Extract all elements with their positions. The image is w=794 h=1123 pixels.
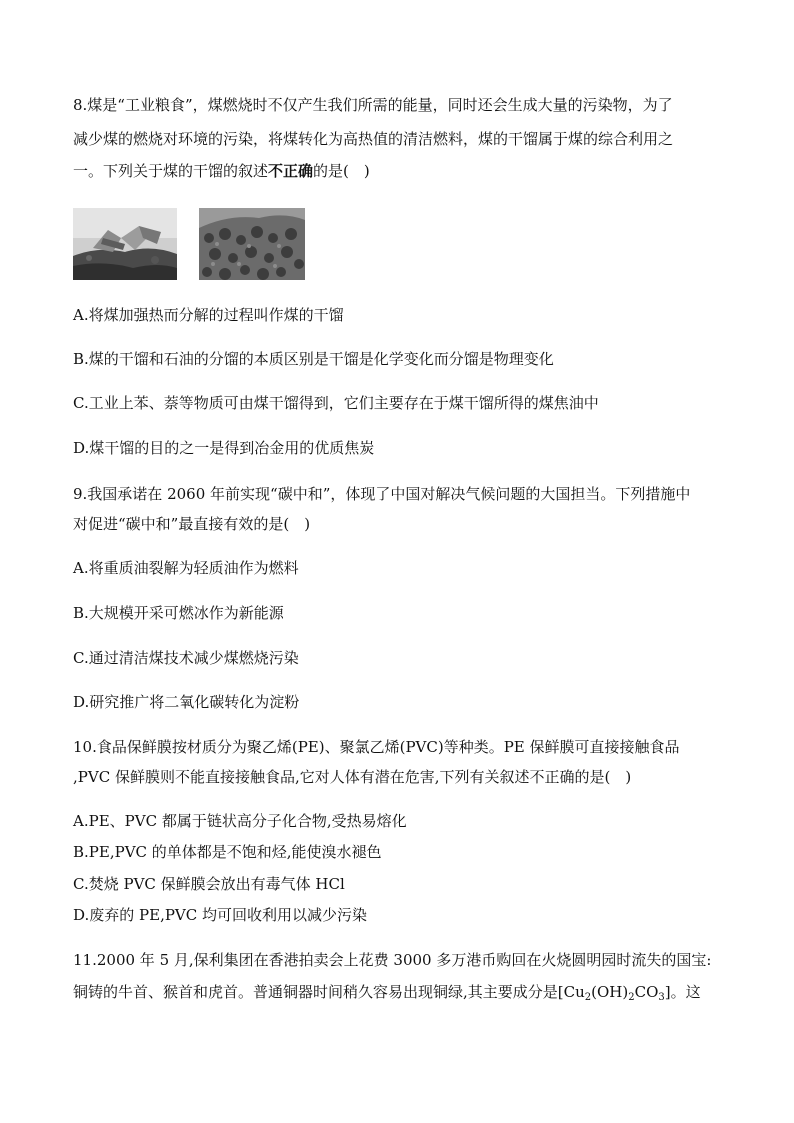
q10-option-d: D.废弃的 PE,PVC 均可回收利用以减少污染 <box>73 906 368 924</box>
q8-option-c: C.工业上苯、萘等物质可由煤干馏得到，它们主要存在于煤干馏所得的煤焦油中 <box>73 394 599 412</box>
q8-stem-line-3 <box>73 161 370 181</box>
q8-stem-text: 一。下列关于煤的干馏的叙述 <box>73 162 269 180</box>
q8-option-a: A.将煤加强热而分解的过程叫作煤的干馏 <box>73 306 344 324</box>
q9-option-c: C.通过清洁煤技术减少煤燃烧污染 <box>73 649 299 667</box>
q8-stem-line-2: 减少煤的燃烧对环境的污染，将煤转化为高热值的清洁燃料，煤的干馏属于煤的综合利用之 <box>73 130 674 148</box>
q11-stem-text: 铜铸的牛首、猴首和虎首。普通铜器时间稍久容易出现铜绿,其主要成分是[Cu <box>73 983 585 1001</box>
q8-stem-line-1: 8.煤是“工业粮食”，煤燃烧时不仅产生我们所需的能量，同时还会生成大量的污染物，为了 <box>73 96 673 114</box>
q9-stem-line-2: 对促进“碳中和”最直接有效的是( ) <box>73 515 311 533</box>
formula-part: (OH) <box>591 983 629 1001</box>
formula-part: CO <box>634 983 659 1001</box>
q10-option-c: C.焚烧 PVC 保鲜膜会放出有毒气体 HCl <box>73 875 345 893</box>
q10-stem-line-2: ,PVC 保鲜膜则不能直接接触食品,它对人体有潜在危害,下列有关叙述不正确的是( ) <box>73 768 632 786</box>
q11-stem-line-2 <box>73 982 701 1002</box>
formula-subscript: 2 <box>584 992 592 1003</box>
coke-pile-photo <box>199 208 305 280</box>
formula-subscript: 2 <box>628 992 635 1003</box>
q8-stem-tail: 的是( ) <box>313 162 370 180</box>
q10-option-b: B.PE,PVC 的单体都是不饱和烃,能使溴水褪色 <box>73 843 382 861</box>
q9-stem-line-1: 9.我国承诺在 2060 年前实现“碳中和”，体现了中国对解决气候问题的大国担当。下列措施中 <box>73 485 691 503</box>
q10-option-a: A.PE、PVC 都属于链状高分子化合物,受热易熔化 <box>73 812 407 830</box>
q8-option-b: B.煤的干馏和石油的分馏的本质区别是干馏是化学变化而分馏是物理变化 <box>73 350 554 368</box>
formula-subscript: 3 <box>658 992 665 1003</box>
q10-stem-line-1: 10.食品保鲜膜按材质分为聚乙烯(PE)、聚氯乙烯(PVC)等种类。PE 保鲜膜可直接接触食品 <box>73 738 680 756</box>
q9-option-a: A.将重质油裂解为轻质油作为燃料 <box>73 559 299 577</box>
q11-stem-tail: ]。这 <box>664 983 701 1001</box>
q8-emphasis-bold: 不正确 <box>268 162 314 180</box>
coal-machinery-photo <box>73 208 177 280</box>
q9-option-d: D.研究推广将二氧化碳转化为淀粉 <box>73 693 300 711</box>
q8-option-d: D.煤干馏的目的之一是得到冶金用的优质焦炭 <box>73 439 375 457</box>
q11-stem-line-1: 11.2000 年 5 月,保利集团在香港拍卖会上花费 3000 多万港币购回在火烧圆明园时流失的国宝: <box>73 951 712 969</box>
q9-option-b: B.大规模开采可燃冰作为新能源 <box>73 604 284 622</box>
